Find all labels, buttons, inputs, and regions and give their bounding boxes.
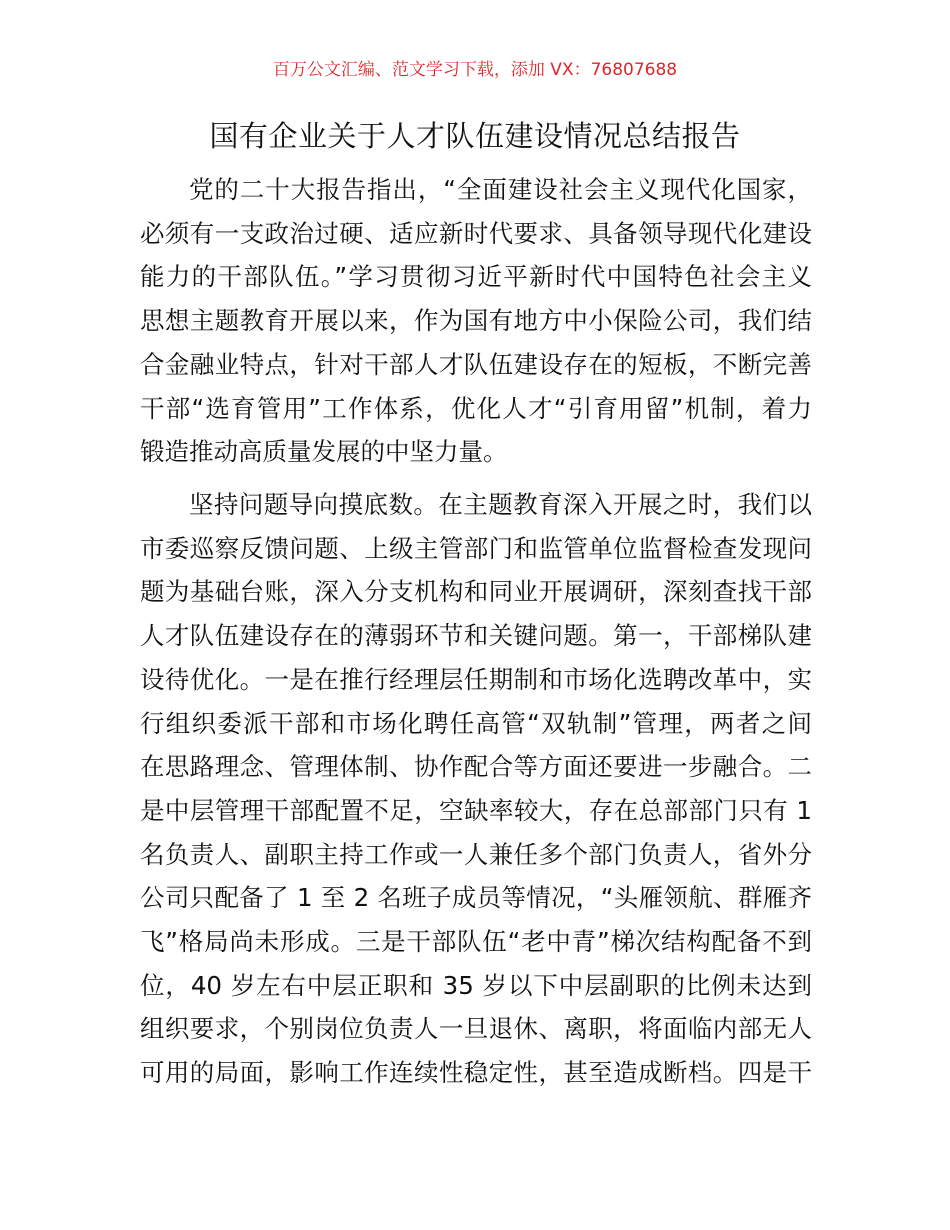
text-line: 合金融业特点，针对干部人才队伍建设存在的短板，不断完善 bbox=[140, 349, 812, 379]
text-line: 飞”格局尚未形成。三是干部队伍“老中青”梯次结构配备不到 bbox=[140, 927, 812, 957]
text-line: 公司只配备了 1 至 2 名班子成员等情况，“头雁领航、群雁齐 bbox=[140, 883, 812, 913]
text-line: 是中层管理干部配置不足，空缺率较大，存在总部部门只有 1 bbox=[140, 795, 812, 825]
text-line: 思想主题教育开展以来，作为国有地方中小保险公司，我们结 bbox=[140, 306, 812, 336]
header-note: 百万公文汇编、范文学习下载，添加 VX：76807688 bbox=[272, 60, 678, 80]
text-line: 可用的局面，影响工作连续性稳定性，甚至造成断档。四是干 bbox=[140, 1058, 812, 1088]
text-line: 人才队伍建设存在的薄弱环节和关键问题。第一，干部梯队建 bbox=[140, 621, 812, 651]
paragraph-2 bbox=[140, 483, 812, 1095]
text-line: 能力的干部队伍。”学习贯彻习近平新时代中国特色社会主义 bbox=[140, 262, 812, 292]
document-title: 国有企业关于人才队伍建设情况总结报告 bbox=[209, 119, 741, 153]
text-line: 必须有一支政治过硬、适应新时代要求、具备领导现代化建设 bbox=[140, 218, 812, 248]
text-line: 行组织委派干部和市场化聘任高管“双轨制”管理，两者之间 bbox=[140, 708, 812, 738]
text-line: 名负责人、副职主持工作或一人兼任多个部门负责人，省外分 bbox=[140, 839, 812, 869]
text-line: 设待优化。一是在推行经理层任期制和市场化选聘改革中，实 bbox=[140, 664, 812, 694]
text-line: 党的二十大报告指出，“全面建设社会主义现代化国家， bbox=[189, 175, 812, 204]
text-line: 市委巡察反馈问题、上级主管部门和监管单位监督检查发现问 bbox=[140, 533, 812, 563]
text-line: 坚持问题导向摸底数。在主题教育深入开展之时，我们以 bbox=[189, 490, 812, 519]
text-line: 组织要求，个别岗位负责人一旦退休、离职，将面临内部无人 bbox=[140, 1014, 812, 1044]
text-line: 题为基础台账，深入分支机构和同业开展调研，深刻查找干部 bbox=[140, 577, 812, 607]
text-line: 位，40 岁左右中层正职和 35 岁以下中层副职的比例未达到 bbox=[140, 970, 812, 1000]
text-line: 在思路理念、管理体制、协作配合等方面还要进一步融合。二 bbox=[140, 752, 812, 782]
paragraph-1 bbox=[140, 168, 812, 474]
text-line: 锻造推动高质量发展的中坚力量。 bbox=[140, 437, 508, 467]
text-line: 干部“选育管用”工作体系，优化人才“引育用留”机制，着力 bbox=[140, 393, 812, 423]
